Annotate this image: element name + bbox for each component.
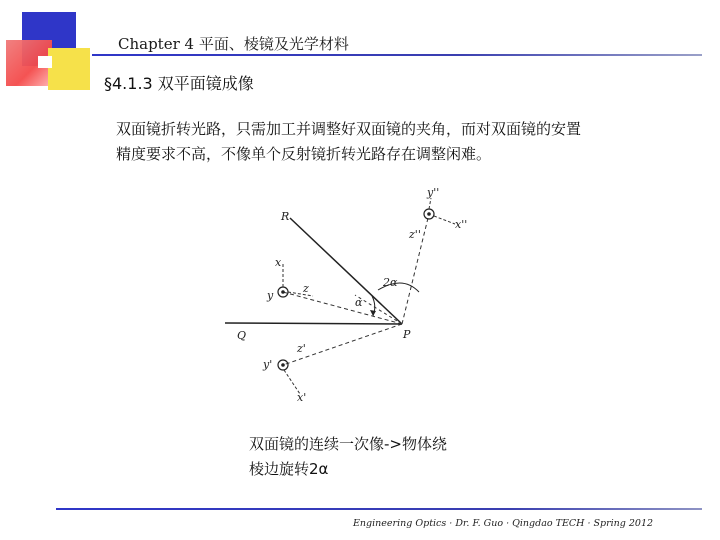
object-origin-dot [281, 290, 285, 294]
label-z2: z'' [409, 228, 421, 241]
caption-line-1: 双面镜的连续一次像->物体绕 [249, 435, 447, 453]
mirror-line-rp [290, 218, 402, 324]
logo-square-yellow [48, 48, 90, 90]
label-x1: x' [297, 391, 307, 404]
label-z1: z' [297, 342, 306, 355]
angle-arrow [370, 310, 376, 316]
body-paragraph [116, 117, 686, 167]
image2-y-axis [429, 198, 431, 209]
label-r: R [281, 210, 290, 223]
image1-origin-dot [281, 363, 285, 367]
label-p: P [403, 328, 411, 341]
image2-origin-dot [427, 212, 431, 216]
label-x2: x'' [455, 218, 468, 231]
footer-divider [56, 508, 702, 510]
logo-square-white [38, 56, 52, 68]
label-y2: y'' [427, 186, 440, 199]
label-x: x [275, 256, 282, 269]
label-y1: y' [263, 358, 273, 371]
label-alpha: α [355, 296, 363, 309]
body-line-2: 精度要求不高，不像单个反射镜折转光路存在调整闲难。 [116, 145, 492, 163]
header-divider [92, 54, 702, 56]
body-line-1: 双面镜折转光路，只需加工并调整好双面镜的夹角，而对双面镜的安置 [116, 120, 582, 138]
footer-text: Engineering Optics · Dr. F. Guo · Qingdao TECH · Spring 2012 [353, 518, 654, 529]
label-q: Q [237, 329, 247, 342]
label-two-alpha: 2α [383, 276, 398, 289]
chapter-header: Chapter 4 平面、棱镜及光学材料 [118, 35, 349, 53]
label-y: y [267, 289, 274, 302]
double-mirror-diagram [205, 180, 495, 410]
section-title: §4.1.3 双平面镜成像 [104, 74, 254, 93]
image2-x-axis [434, 216, 455, 224]
label-z: z [303, 282, 309, 295]
mirror-line-qp [225, 323, 402, 324]
diagram-caption [249, 432, 447, 482]
caption-line-2: 棱边旋转2α [249, 460, 329, 478]
